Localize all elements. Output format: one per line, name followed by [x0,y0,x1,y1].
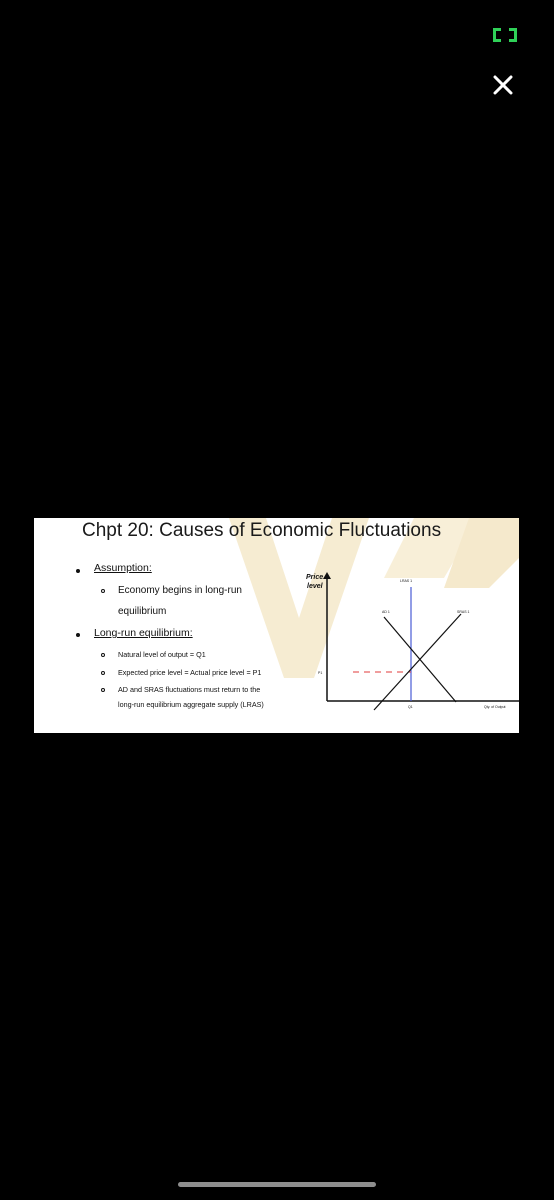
ad-label: AD 1 [382,610,390,614]
p1-label: P1 [318,671,323,675]
slide-image [34,518,519,733]
lras-label: LRAS 1 [400,579,413,583]
bullet-ring [101,671,105,675]
bullet-long-run-equilibrium: Long-run equilibrium: [94,627,193,639]
bullet-dot [76,569,80,573]
x-axis-label: Qty. of Output [484,705,506,709]
y-axis-label: Price [306,574,324,581]
bullet-assumption: Assumption: [94,562,152,574]
home-indicator[interactable] [178,1182,376,1187]
close-x-icon[interactable] [488,70,518,100]
sras-curve [374,614,461,710]
bullet-ring [101,589,105,593]
bullet-ad-sras: AD and SRAS fluctuations must return to the [118,685,261,694]
bullet-economy-begins: Economy begins in long-run [118,585,242,596]
q1-label: Q1 [408,705,413,709]
bullet-ring [101,688,105,692]
sras-label: SRAS 1 [457,610,470,614]
slide-title: Chpt 20: Causes of Economic Fluctuations [82,520,442,541]
ad-as-graph [304,570,519,730]
y-axis-arrow [323,572,331,579]
y-axis-label-2: level [307,583,323,590]
bullet-price-level: Expected price level = Actual price level = P1 [118,668,262,677]
bullet-lras: long-run equilibrium aggregate supply (LRAS) [118,700,264,709]
bullet-ring [101,653,105,657]
bullet-equilibrium: equilibrium [118,606,167,617]
expand-icon[interactable] [490,24,520,46]
bullet-natural-output: Natural level of output = Q1 [118,650,206,659]
bullet-dot [76,633,80,637]
